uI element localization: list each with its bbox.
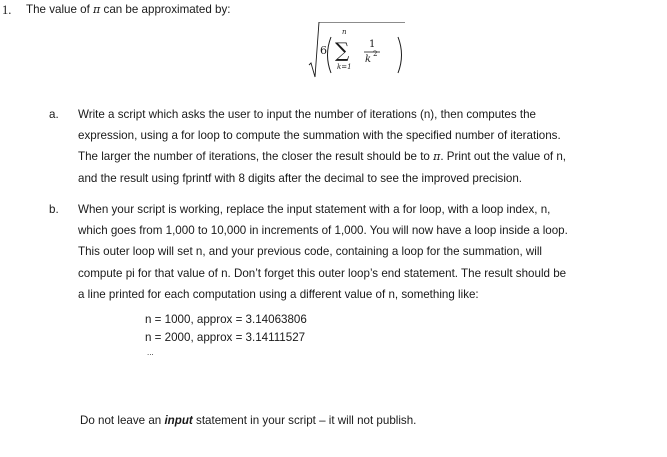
part-a-marker: a. [49,108,59,121]
sum-upper-limit: n [342,28,347,36]
question-intro [26,3,230,16]
part-b-line: which goes from 1,000 to 10,000 in increments of 1,000. You will now have a loop inside a loop. [78,224,568,238]
part-b-line: a line printed for each computation using a different value of n, something like: [78,287,479,301]
summation-icon: ∑ [335,38,350,62]
pi-symbol: π [93,3,101,16]
example-output-line: n = 2000, approx = 3.14111527 [145,331,306,344]
part-a-line: and the result using fprintf with 8 digits after the decimal to see the improved precision. [78,171,523,185]
part-a-text [78,104,648,189]
footer-keyword: input [164,414,193,427]
sum-lower-limit: k=1 [337,63,352,71]
example-output-line: n = 1000, approx = 3.14063806 [145,313,307,326]
formula-coefficient: 6 [320,44,327,57]
part-a-line [78,146,648,167]
fraction-exponent: 2 [373,50,378,58]
part-a-line-text: The larger the number of iterations, the closer the result should be to [78,150,430,164]
intro-text-rest: can be approximated by: [103,3,231,16]
footer-after: statement in your script – it will not publish. [196,414,417,427]
pi-symbol: π [433,150,441,164]
pi-formula [308,22,406,78]
fraction-numerator: 1 [369,39,376,50]
part-b-line: This outer loop will set n, and your previous code, containing a loop for the summation, will [78,245,542,259]
part-a-line: expression, using a for loop to compute the summation with the specified number of iterations. [78,129,561,143]
part-b-text [78,199,648,305]
intro-text: The value of [26,3,90,16]
part-b-line: compute pi for that value of n. Don’t forget this outer loop’s end statement. The result should be [78,266,567,280]
part-a-line: Write a script which asks the user to input the number of iterations (n), then computes the [78,108,536,121]
footer-note [80,414,416,427]
part-a-line-tail: . Print out the value of n, [440,150,567,164]
question-number: 1. [2,3,12,17]
fraction-denominator: k [365,54,372,65]
example-ellipsis: ... [147,348,154,357]
footer-before: Do not leave an [80,414,162,427]
part-b-line: When your script is working, replace the input statement with a for loop, with a loop index, n, [78,203,551,216]
part-b-marker: b. [49,203,59,216]
